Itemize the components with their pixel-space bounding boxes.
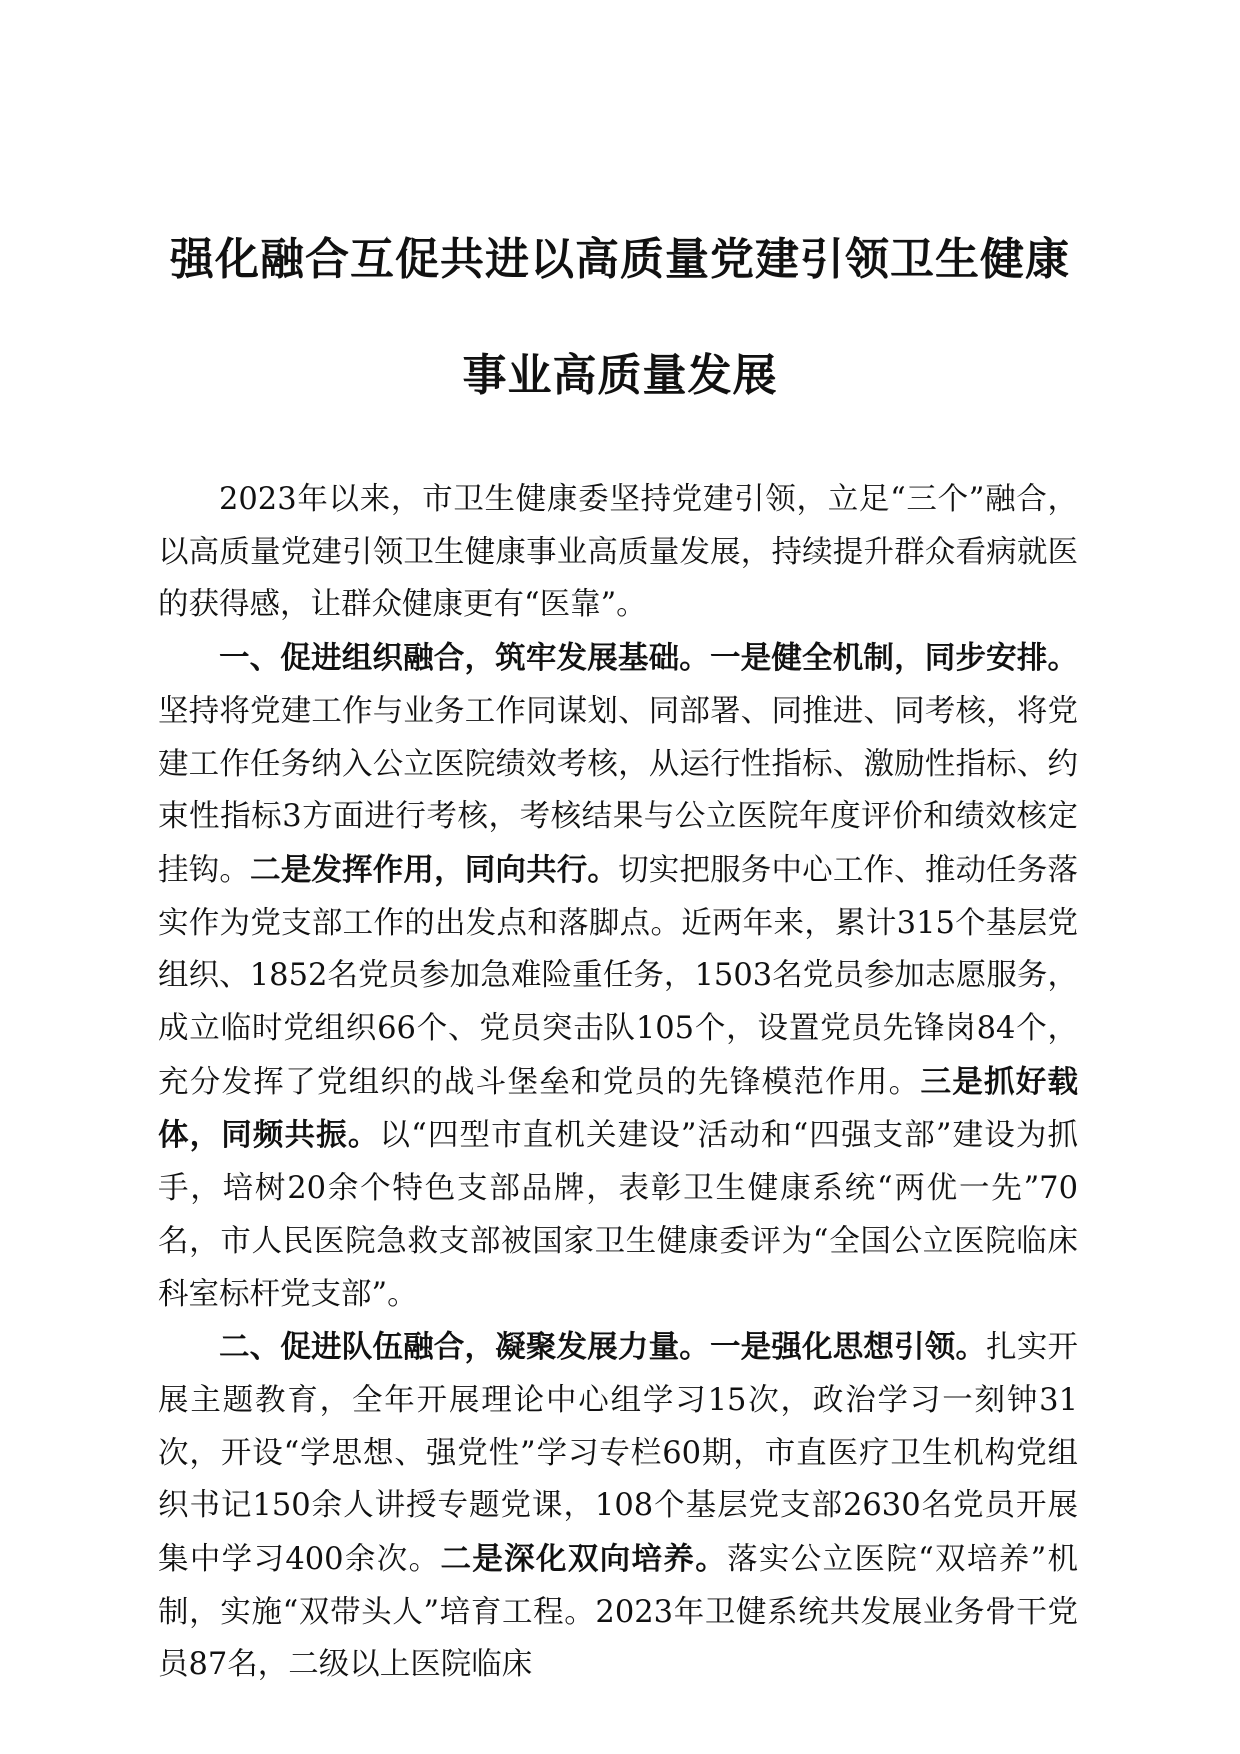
section-two-heading: 二、促进队伍融合，凝聚发展力量。	[219, 1329, 710, 1366]
document-body	[158, 474, 1078, 1692]
section-two-point-2-heading: 二是深化双向培养。	[440, 1541, 728, 1578]
section-one-point-1-text: 坚持将党建工作与业务工作同谋划、同部署、同推进、同考核，将党建工作任务纳入公立医院绩效考核，从运行性指标、激励性指标、约束性指标3方面进行考核，考核结果与公立医院年度评价和绩效核定挂钩。	[158, 693, 1078, 888]
section-one-point-3-text: 以“四型市直机关建设”活动和“四强支部”建设为抓手，培树20余个特色支部品牌，表彰卫生健康系统“两优一先”70名，市人民医院急救支部被国家卫生健康委评为“全国公立医院临床科室标杆党支部”。	[158, 1118, 1079, 1312]
document-title-line-2: 事业高质量发展	[462, 350, 778, 401]
intro-paragraph: 2023年以来，市卫生健康委坚持党建引领，立足“三个”融合，以高质量党建引领卫生健康事业高质量发展，持续提升群众看病就医的获得感，让群众健康更有“医靠”。	[158, 482, 1078, 623]
section-one-point-3-heading: 三是抓好载体，同频共振。	[158, 1063, 1079, 1154]
section-two-point-2-text: 落实公立医院“双培养”机制，实施“双带头人”培育工程。2023年卫健系统共发展业务骨干党员87名，二级以上医院临床	[158, 1542, 1079, 1683]
section-two-point-1-text: 扎实开展主题教育，全年开展理论中心组学习15次，政治学习一刻钟31次，开设“学思想、强党性”学习专栏60期，市直医疗卫生机构党组织书记150余人讲授专题党课，108个基层党支部2630名党员开展集中学习400余次。	[158, 1330, 1079, 1578]
section-one-point-2-heading: 二是发挥作用，同向共行。	[250, 851, 619, 888]
section-one-heading: 一、促进组织融合，筑牢发展基础。	[219, 640, 710, 677]
section-one-point-1-heading: 一是健全机制，同步安排。	[709, 640, 1079, 677]
section-two-paragraph	[158, 1321, 1078, 1692]
section-two-point-1-heading: 一是强化思想引领。	[709, 1329, 987, 1366]
section-one-point-2-text: 切实把服务中心工作、推动任务落实作为党支部工作的出发点和落脚点。近两年来，累计315个基层党组织、1852名党员参加急难险重任务，1503名党员参加志愿服务，成立临时党组织66个、党员突击队105个，设置党员先锋岗84个，充分发挥了党组织的战斗堡垒和党员的先锋模范作用。	[158, 852, 1079, 1100]
section-one-paragraph	[158, 632, 1078, 1321]
document-title-line-1: 强化融合互促共进以高质量党建引领卫生健康	[170, 234, 1070, 285]
